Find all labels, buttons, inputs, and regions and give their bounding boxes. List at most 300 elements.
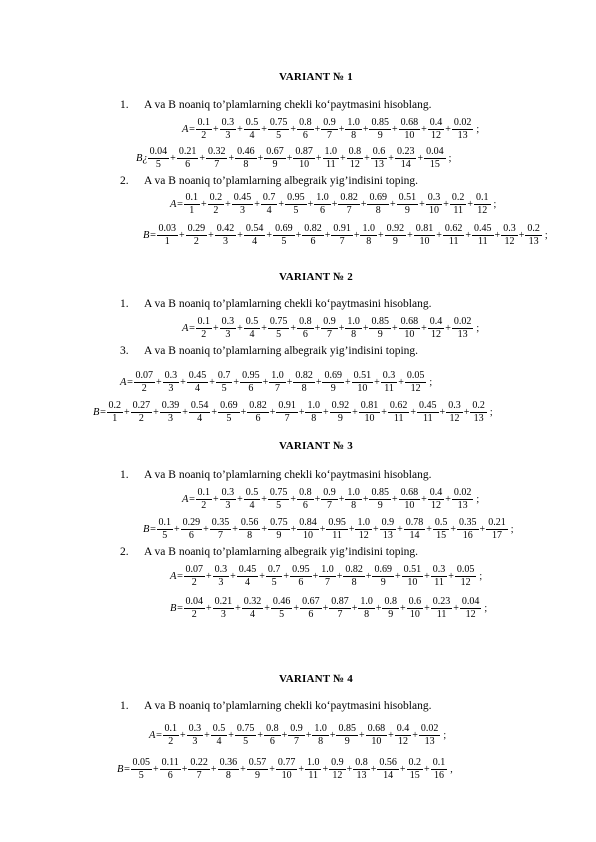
fraction [108, 401, 123, 424]
plus-sign: + [156, 376, 162, 388]
fraction [403, 565, 423, 588]
fraction [400, 118, 420, 141]
fraction-numerator: 0.8 [348, 145, 362, 157]
fraction-denominator: 4 [211, 735, 228, 747]
fraction-numerator: 0.3 [214, 563, 228, 575]
fraction [178, 147, 198, 170]
fraction-numerator: 0.2 [527, 222, 540, 234]
variant-title: VARIANT № 4 [279, 673, 353, 685]
plus-sign: + [213, 322, 219, 334]
fraction-numerator: 0.36 [219, 756, 238, 768]
plus-sign: + [467, 198, 474, 210]
fraction-numerator: 0.1 [185, 191, 198, 203]
fraction [164, 371, 179, 394]
fraction-numerator: 0.9 [323, 315, 336, 327]
plus-sign: + [338, 493, 345, 505]
equation-lhs: A= [182, 322, 196, 334]
fraction-numerator: 0.27 [132, 399, 151, 411]
fraction [238, 565, 258, 588]
fraction [367, 724, 387, 747]
fraction [348, 147, 363, 170]
fraction-denominator: 12 [347, 158, 364, 170]
plus-sign: + [228, 729, 234, 741]
fraction-numerator: 0.69 [374, 563, 392, 575]
fraction [158, 224, 178, 247]
plus-sign: + [398, 376, 404, 388]
fraction [396, 724, 411, 747]
fraction [236, 147, 256, 170]
fraction-denominator: 2 [134, 382, 156, 394]
fraction-denominator: 11 [326, 529, 348, 541]
plus-sign: + [412, 729, 418, 741]
plus-sign: + [153, 406, 159, 418]
fraction-denominator: 2 [208, 204, 225, 216]
fraction-denominator: 4 [244, 129, 261, 141]
fraction-numerator: 0.91 [333, 222, 351, 234]
fraction-numerator: 0.8 [384, 595, 397, 607]
fraction-numerator: 0.8 [266, 722, 279, 734]
plus-sign: + [348, 523, 355, 535]
fraction-denominator: 2 [184, 576, 206, 588]
fraction-numerator: 0.7 [217, 369, 231, 381]
task-item [120, 175, 418, 187]
task-text: A va B noaniq to’plamlarning chekli ko‘paytmasini hisoblang. [144, 469, 432, 481]
plus-sign: + [465, 229, 472, 241]
fraction-numerator: 0.22 [190, 756, 208, 768]
fraction-denominator: 3 [213, 576, 230, 588]
fraction-numerator: 0.45 [474, 222, 492, 234]
task-number: 3. [120, 345, 129, 357]
fraction-numerator: 0.02 [453, 486, 472, 498]
fraction-denominator: 8 [360, 235, 377, 247]
fraction-numerator: 0.21 [488, 516, 506, 528]
fraction-denominator: 6 [177, 158, 199, 170]
task-item [120, 298, 431, 310]
fraction-denominator: 12 [405, 382, 427, 394]
fraction [187, 224, 207, 247]
fraction-numerator: 0.02 [420, 722, 439, 734]
fraction [221, 118, 236, 141]
equation-terminator: ; [429, 376, 433, 388]
fraction-numerator: 1.0 [347, 116, 360, 128]
fraction-numerator: 0.45 [233, 191, 252, 203]
fraction-denominator: 5 [235, 735, 257, 747]
fraction [346, 118, 361, 141]
fraction-denominator: 9 [268, 529, 290, 541]
fraction-numerator: 0.45 [419, 399, 437, 411]
plus-sign: + [307, 198, 314, 210]
fraction [370, 317, 390, 340]
fraction [277, 401, 297, 424]
fraction-denominator: 10 [414, 235, 436, 247]
fraction [214, 565, 229, 588]
fraction-numerator: 0.51 [403, 563, 422, 575]
fraction-numerator: 1.0 [357, 516, 370, 528]
fraction-denominator: 5 [268, 129, 290, 141]
plus-sign: + [290, 523, 297, 535]
fraction-denominator: 9 [336, 735, 358, 747]
fraction-denominator: 2 [184, 608, 206, 620]
fraction [217, 371, 232, 394]
fraction [243, 597, 263, 620]
fraction-denominator: 9 [372, 576, 394, 588]
fraction-denominator: 5 [268, 499, 290, 511]
equation [117, 754, 453, 784]
plus-sign: + [210, 763, 217, 775]
plus-sign: + [445, 493, 451, 505]
fraction-numerator: 0.82 [345, 563, 363, 575]
plus-sign: + [479, 523, 486, 535]
fraction [267, 565, 282, 588]
fraction-numerator: 0.32 [207, 145, 226, 157]
fraction-numerator: 0.1 [432, 756, 446, 768]
fraction-denominator: 13 [525, 235, 542, 247]
fraction [298, 518, 318, 541]
fraction-denominator: 4 [237, 576, 259, 588]
fraction-denominator: 6 [264, 735, 281, 747]
fraction-denominator: 13 [452, 129, 474, 141]
task-text: A va B noaniq to’plamlarning albegraik yig’indisini toping. [144, 345, 419, 357]
fraction-numerator: 0.75 [236, 722, 255, 734]
fraction-denominator: 11 [431, 608, 453, 620]
fraction [241, 371, 261, 394]
fraction-denominator: 7 [210, 529, 232, 541]
fraction-numerator: 1.0 [321, 563, 334, 575]
plus-sign: + [331, 198, 338, 210]
fraction [269, 317, 289, 340]
fraction [211, 518, 231, 541]
fraction-denominator: 7 [331, 235, 353, 247]
fraction-denominator: 10 [276, 769, 298, 781]
fraction-denominator: 5 [268, 328, 290, 340]
fraction-numerator: 1.0 [362, 222, 375, 234]
fraction-denominator: 13 [452, 499, 474, 511]
equation-terminator: ; [476, 322, 480, 334]
plus-sign: + [463, 406, 470, 418]
fraction-numerator: 0.1 [197, 315, 210, 327]
fraction-denominator: 3 [220, 328, 237, 340]
fraction [400, 317, 420, 340]
plus-sign: + [278, 198, 285, 210]
fraction [444, 224, 464, 247]
fraction-numerator: 0.29 [187, 222, 206, 234]
fraction [420, 724, 440, 747]
fraction-numerator: 0.82 [249, 399, 267, 411]
plus-sign: + [377, 229, 384, 241]
fraction-numerator: 0.84 [299, 516, 317, 528]
equation [170, 593, 487, 623]
fraction-numerator: 0.5 [212, 722, 226, 734]
fraction-numerator: 0.07 [185, 563, 203, 575]
plus-sign: + [213, 493, 219, 505]
task-number: 2. [120, 546, 129, 558]
fraction [158, 518, 173, 541]
fraction-denominator: 5 [271, 608, 293, 620]
plus-sign: + [181, 763, 188, 775]
fraction-denominator: 13 [419, 735, 441, 747]
fraction [277, 758, 297, 781]
fraction [346, 317, 361, 340]
fraction [447, 401, 462, 424]
fraction [306, 401, 321, 424]
fraction [526, 224, 541, 247]
fraction-denominator: 4 [244, 499, 261, 511]
fraction-numerator: 0.21 [214, 595, 233, 607]
fraction-denominator: 8 [367, 204, 389, 216]
equation [143, 514, 513, 544]
plus-sign: + [391, 322, 398, 334]
equation-terminator: ; [476, 123, 480, 135]
variant-title: VARIANT № 1 [279, 71, 353, 83]
fraction [291, 565, 311, 588]
fraction [346, 488, 361, 511]
fraction-denominator: 5 [273, 235, 295, 247]
fraction-denominator: 11 [305, 769, 322, 781]
plus-sign: + [364, 152, 370, 164]
plus-sign: + [266, 229, 273, 241]
fraction-denominator: 8 [218, 769, 240, 781]
fraction-numerator: 0.04 [149, 145, 168, 157]
fraction-numerator: 0.07 [135, 369, 153, 381]
fraction-denominator: 8 [358, 608, 375, 620]
fraction-numerator: 0.85 [371, 486, 389, 498]
fraction-denominator: 8 [293, 382, 315, 394]
fraction [301, 597, 321, 620]
fraction-numerator: 0.1 [476, 191, 489, 203]
plus-sign: + [419, 198, 425, 210]
fraction [337, 724, 357, 747]
fraction [306, 758, 321, 781]
fraction-numerator: 0.9 [323, 116, 336, 128]
fraction [458, 518, 478, 541]
fraction-numerator: 0.69 [369, 191, 387, 203]
fraction-numerator: 0.45 [238, 563, 257, 575]
fraction-numerator: 0.85 [371, 315, 389, 327]
fraction-numerator: 0.02 [453, 315, 472, 327]
fraction [298, 317, 313, 340]
fraction-denominator: 10 [293, 158, 315, 170]
task-text: A va B noaniq to’plamlarning albegraik yig’indisini toping. [144, 546, 419, 558]
plus-sign: + [286, 152, 293, 164]
fraction-denominator: 9 [385, 235, 407, 247]
fraction-numerator: 0.87 [295, 145, 313, 157]
fraction-denominator: 9 [382, 608, 399, 620]
fraction [356, 518, 371, 541]
plus-sign: + [370, 763, 377, 775]
fraction-denominator: 10 [352, 382, 374, 394]
equation-lhs: B= [117, 763, 131, 775]
fraction-denominator: 1 [184, 204, 201, 216]
fraction-numerator: 0.3 [221, 486, 235, 498]
fraction-numerator: 0.45 [188, 369, 207, 381]
plus-sign: + [365, 570, 372, 582]
fraction [368, 193, 388, 216]
fraction [245, 488, 260, 511]
fraction-numerator: 0.1 [164, 722, 177, 734]
fraction-numerator: 0.95 [242, 369, 260, 381]
fraction [248, 758, 268, 781]
fraction [190, 401, 210, 424]
fraction [149, 147, 169, 170]
plus-sign: + [388, 152, 394, 164]
fraction [453, 317, 473, 340]
equation-terminator: ; [510, 523, 514, 535]
fraction [361, 224, 376, 247]
equation-lhs: A= [182, 123, 196, 135]
fraction-denominator: 14 [377, 769, 399, 781]
equation-lhs: B= [93, 406, 107, 418]
plus-sign: + [237, 322, 243, 334]
fraction [161, 401, 181, 424]
plus-sign: + [391, 493, 398, 505]
task-text: A va B noaniq to’plamlarning albegraik yig’indisini toping. [144, 175, 419, 187]
equation-terminator: ; [448, 152, 452, 164]
task-text: A va B noaniq to’plamlarning chekli ko‘paytmasini hisoblang. [144, 700, 432, 712]
plus-sign: + [264, 602, 270, 614]
fraction-denominator: 6 [300, 608, 322, 620]
fraction-numerator: 1.0 [316, 191, 329, 203]
plus-sign: + [269, 763, 275, 775]
plus-sign: + [445, 123, 451, 135]
equation [182, 114, 479, 144]
variant-title: VARIANT № 3 [279, 440, 353, 452]
plus-sign: + [407, 229, 413, 241]
plus-sign: + [305, 729, 312, 741]
fraction [453, 118, 473, 141]
fraction-denominator: 10 [399, 129, 421, 141]
fraction-numerator: 0.29 [182, 516, 201, 528]
plus-sign: + [206, 602, 212, 614]
fraction [429, 118, 444, 141]
fraction-denominator: 3 [220, 499, 237, 511]
fraction-numerator: 0.68 [400, 315, 419, 327]
fraction [269, 518, 289, 541]
fraction-denominator: 5 [216, 382, 233, 394]
fraction-numerator: 0.9 [331, 756, 344, 768]
plus-sign: + [353, 229, 360, 241]
fraction-numerator: 0.92 [331, 399, 350, 411]
plus-sign: + [358, 729, 365, 741]
fraction-numerator: 0.4 [396, 722, 410, 734]
fraction-denominator: 6 [297, 328, 314, 340]
plus-sign: + [352, 406, 358, 418]
plus-sign: + [426, 523, 432, 535]
fraction-numerator: 0.77 [277, 756, 296, 768]
fraction-denominator: 8 [345, 129, 362, 141]
equation-terminator: ; [476, 493, 480, 505]
fraction [408, 758, 423, 781]
fraction-denominator: 13 [452, 328, 474, 340]
fraction-denominator: 7 [321, 129, 338, 141]
fraction-denominator: 4 [244, 328, 261, 340]
task-item [120, 546, 418, 558]
fraction [372, 147, 387, 170]
fraction [188, 724, 203, 747]
plus-sign: + [362, 493, 369, 505]
plus-sign: + [410, 406, 417, 418]
fraction-numerator: 0.39 [161, 399, 180, 411]
plus-sign: + [399, 763, 406, 775]
fraction-numerator: 0.95 [292, 563, 310, 575]
fraction-denominator: 15 [407, 769, 424, 781]
fraction-numerator: 0.62 [389, 399, 408, 411]
plus-sign: + [391, 123, 398, 135]
fraction-denominator: 11 [431, 576, 448, 588]
fraction-numerator: 0.05 [132, 756, 150, 768]
plus-sign: + [436, 229, 442, 241]
fraction-numerator: 0.5 [245, 315, 259, 327]
plus-sign: + [233, 376, 240, 388]
fraction-numerator: 0.2 [209, 191, 223, 203]
fraction-denominator: 7 [319, 576, 336, 588]
fraction-numerator: 0.23 [432, 595, 451, 607]
fraction [219, 401, 239, 424]
plus-sign: + [124, 406, 130, 418]
fraction-denominator: 7 [329, 608, 351, 620]
fraction [456, 565, 476, 588]
fraction-denominator: 7 [188, 769, 210, 781]
fraction [298, 118, 313, 141]
plus-sign: + [225, 198, 231, 210]
fraction-numerator: 0.04 [426, 145, 444, 157]
plus-sign: + [424, 570, 430, 582]
fraction-numerator: 0.2 [451, 191, 465, 203]
plus-sign: + [397, 523, 403, 535]
fraction-numerator: 0.02 [453, 116, 472, 128]
fraction-numerator: 1.0 [324, 145, 338, 157]
fraction [216, 224, 236, 247]
fraction [461, 597, 481, 620]
fraction [502, 224, 517, 247]
fraction-denominator: 10 [359, 412, 381, 424]
fraction-denominator: 15 [424, 158, 446, 170]
fraction-denominator: 5 [285, 204, 307, 216]
plus-sign: + [261, 123, 267, 135]
fraction [294, 371, 314, 394]
fraction-numerator: 0.4 [429, 116, 443, 128]
fraction-numerator: 0.1 [197, 486, 210, 498]
fraction-denominator: 6 [290, 576, 312, 588]
fraction-denominator: 13 [371, 158, 388, 170]
fraction-numerator: 0.2 [108, 399, 121, 411]
fraction [189, 758, 209, 781]
fraction [320, 565, 335, 588]
plus-sign: + [362, 322, 369, 334]
fraction-numerator: 1.0 [314, 722, 327, 734]
fraction-denominator: 3 [215, 235, 237, 247]
plus-sign: + [336, 570, 343, 582]
plus-sign: + [298, 406, 305, 418]
fraction [451, 193, 466, 216]
fraction-denominator: 10 [399, 328, 421, 340]
fraction-numerator: 0.3 [427, 191, 441, 203]
fraction-denominator: 10 [366, 735, 388, 747]
fraction-denominator: 3 [213, 608, 235, 620]
fraction-denominator: 10 [407, 608, 424, 620]
fraction [429, 488, 444, 511]
plus-sign: + [445, 322, 451, 334]
fraction-denominator: 12 [455, 576, 477, 588]
plus-sign: + [290, 123, 297, 135]
plus-sign: + [290, 493, 297, 505]
fraction [487, 518, 507, 541]
fraction-numerator: 0.3 [503, 222, 516, 234]
fraction [432, 758, 447, 781]
equation-lhs: B= [143, 229, 157, 241]
fraction-denominator: 8 [343, 576, 365, 588]
fraction [236, 724, 256, 747]
fraction-denominator: 2 [131, 412, 153, 424]
